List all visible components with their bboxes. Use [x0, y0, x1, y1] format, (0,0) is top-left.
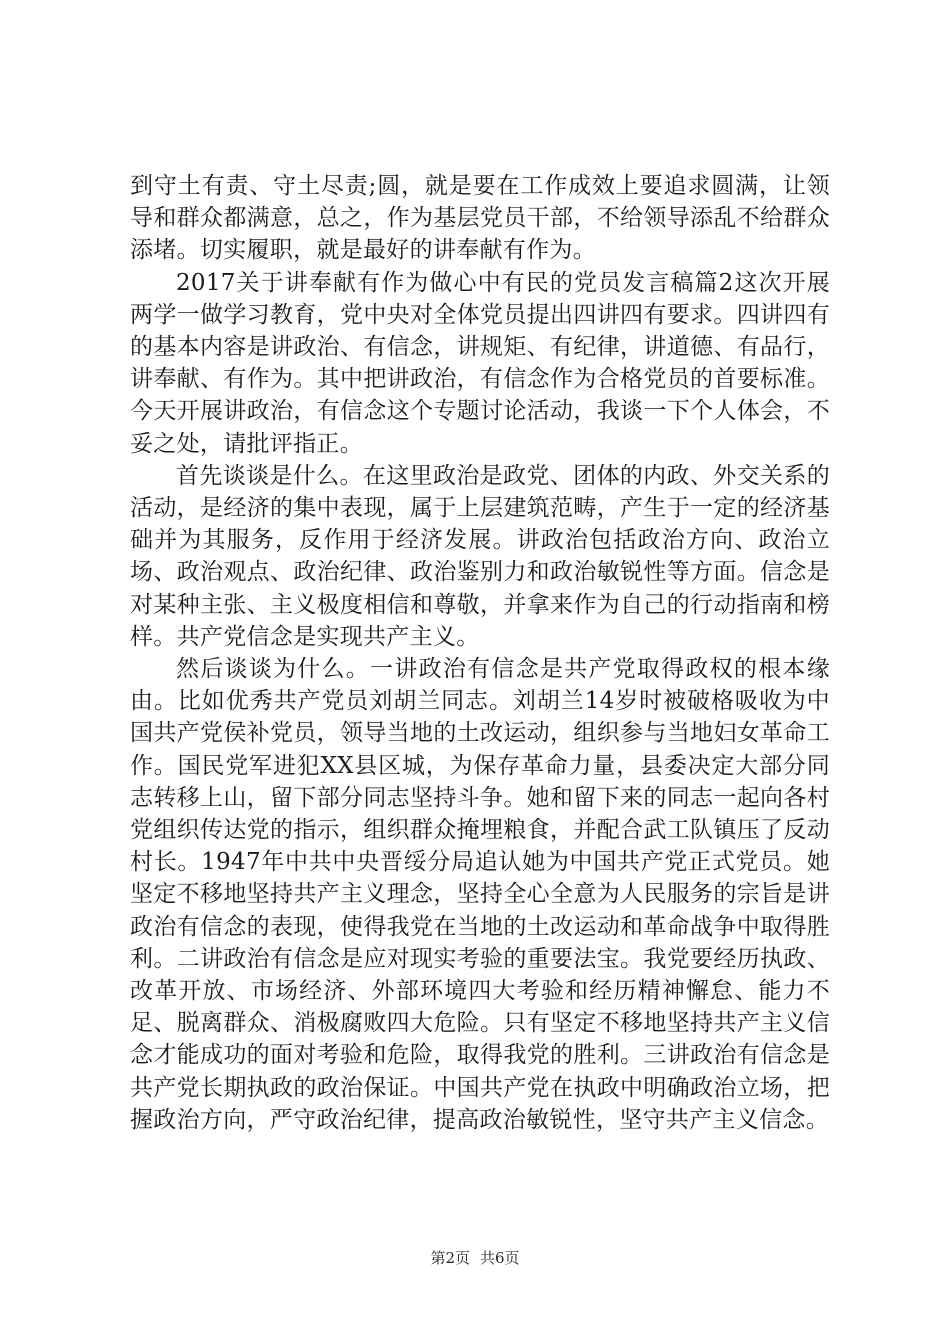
paragraph-speech-intro: 2017关于讲奉献有作为做心中有民的党员发言稿篇2这次开展两学一做学习教育，党中央对全体党员提出四讲四有要求。四讲四有的基本内容是讲政治、有信念，讲规矩、有纪律，讲道德、有品行，讲奉献、有作为。其中把讲政治，有信念作为合格党员的首要标准。今天开展讲政治，有信念这个专题讨论活动，我谈一下个人体会，不妥之处，请批评指正。 [130, 269, 830, 457]
paragraph-why: 然后谈谈为什么。一讲政治有信念是共产党取得政权的根本缘由。比如优秀共产党员刘胡兰同志。刘胡兰14岁时被破格吸收为中国共产党侯补党员，领导当地的土改运动，组织参与当地妇女革命工作。国民党军进犯XX县区城，为保存革命力量，县委决定大部分同志转移上山，留下部分同志坚持斗争。她和留下来的同志一起向各村党组织传达党的指示，组织群众掩埋粮食，并配合武工队镇压了反动村长。1947年中共中央晋绥分局追认她为中国共产党正式党员。她坚定不移地坚持共产主义理念，坚持全心全意为人民服务的宗旨是讲政治有信念的表现，使得我党在当地的土改运动和革命战争中取得胜利。二讲政治有信念是应对现实考验的重要法宝。我党要经历执政、改革开放、市场经济、外部环境四大考验和经历精神懈怠、能力不足、脱离群众、消极腐败四大危险。只有坚定不移地坚持共产主义信念才能成功的面对考验和危险，取得我党的胜利。三讲政治有信念是共产党长期执政的政治保证。中国共产党在执政中明确政治立场，把握政治方向，严守政治纪律，提高政治敏锐性，坚守共产主义信念。 [130, 656, 830, 1133]
paragraph-what-is: 首先谈谈是什么。在这里政治是政党、团体的内政、外交关系的活动，是经济的集中表现，属于上层建筑范畴，产生于一定的经济基础并为其服务，反作用于经济发展。讲政治包括政治方向、政治立场、政治观点、政治纪律、政治鉴别力和政治敏锐性等方面。信念是对某种主张、主义极度相信和尊敬，并拿来作为自己的行动指南和榜样。共产党信念是实现共产主义。 [130, 462, 830, 650]
document-body [130, 170, 830, 1136]
page-number: 第2页 [430, 1249, 470, 1267]
paragraph-continuation: 到守土有责、守土尽责;圆，就是要在工作成效上要追求圆满，让领导和群众都满意，总之，作为基层党员干部，不给领导添乱不给群众添堵。切实履职，就是最好的讲奉献有作为。 [130, 173, 830, 264]
page-total: 共6页 [480, 1249, 520, 1267]
page-footer [0, 1247, 950, 1268]
